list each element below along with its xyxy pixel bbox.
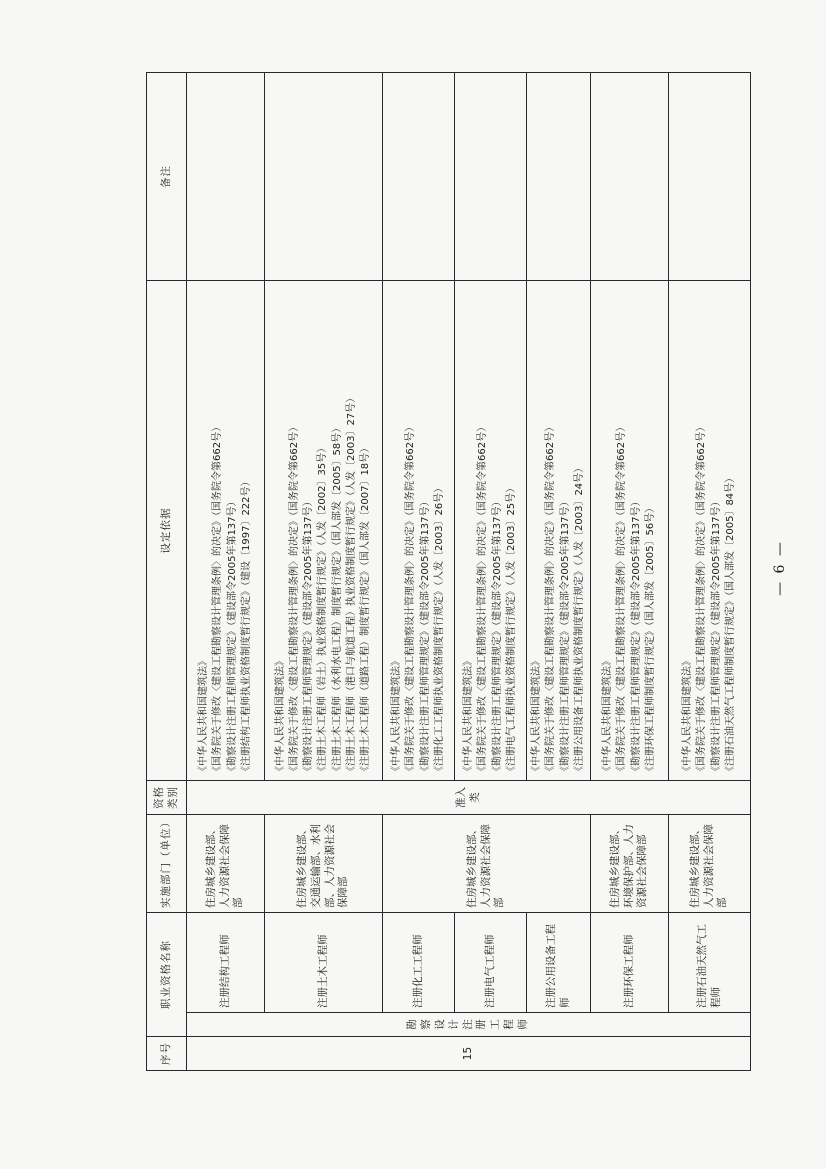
basis-line: 《勘察设计注册工程师管理规定》（建设部令2005年第137号） — [303, 496, 315, 776]
header-note: 备注 — [147, 73, 187, 281]
table-row — [669, 73, 751, 1071]
table-row — [265, 73, 383, 1071]
rotated-table-canvas — [146, 73, 736, 1071]
basis-line: 《勘察设计注册工程师管理规定》（建设部令2005年第137号） — [226, 496, 238, 776]
note-cell — [187, 73, 265, 281]
table-row — [527, 73, 591, 1071]
header-type: 资格类别 — [147, 781, 187, 815]
basis-line: 《注册土木工程师（岩土）执业资格制度暂行规定》（人发〔2002〕35号） — [317, 442, 329, 776]
basis-line: 《国务院关于修改〈建设工程勘察设计管理条例〉的决定》（国务院令第662号） — [289, 421, 301, 776]
basis-line: 《注册电气工程师执业资格制度暂行规定》（人发〔2003〕25号） — [505, 482, 517, 776]
basis-line: 《中华人民共和国建筑法》 — [682, 656, 694, 776]
basis-line: 《国务院关于修改〈建设工程勘察设计管理条例〉的决定》（国务院令第662号） — [212, 421, 224, 776]
basis-line: 《国务院关于修改〈建设工程勘察设计管理条例〉的决定》（国务院令第662号） — [696, 421, 708, 776]
basis-line: 《注册土木工程师（道路工程）制度暂行规定》（国人部发〔2007〕18号） — [359, 442, 371, 776]
basis-line: 《中华人民共和国建筑法》 — [391, 656, 403, 776]
basis-line: 《勘察设计注册工程师管理规定》（建设部令2005年第137号） — [630, 496, 642, 776]
table-header-row — [147, 73, 187, 1071]
dept-cell: 住房城乡建设部、环境保护部、人力资源社会保障部 — [591, 815, 669, 913]
basis-line: 《注册公用设备工程师执业资格制度暂行规定》（人发〔2003〕24号） — [573, 462, 585, 776]
basis-line: 《注册环保工程师制度暂行规定》（国人部发〔2005〕56号） — [644, 502, 656, 776]
basis-line: 《中华人民共和国建筑法》 — [274, 656, 286, 776]
basis-line: 《勘察设计注册工程师管理规定》（建设部令2005年第137号） — [559, 496, 571, 776]
basis-line: 《国务院关于修改〈建设工程勘察设计管理条例〉的决定》（国务院令第662号） — [477, 421, 489, 776]
dept-cell: 住房城乡建设部、人力资源社会保障部 — [383, 815, 591, 913]
qualification-name: 注册石油天然气工程师 — [669, 913, 751, 1013]
basis-line: 《注册土木工程师（港口与航道工程）执业资格制度暂行规定》（人发〔2003〕27号） — [345, 392, 357, 776]
basis-line: 《中华人民共和国建筑法》 — [198, 656, 210, 776]
row-seq: 15 — [187, 1037, 751, 1071]
dept-cell: 住房城乡建设部、人力资源社会保障部 — [669, 815, 751, 913]
basis-line: 《注册结构工程师执业资格制度暂行规定》（建设〔1997〕222号） — [240, 476, 252, 776]
basis-line: 《国务院关于修改〈建设工程勘察设计管理条例〉的决定》（国务院令第662号） — [616, 421, 628, 776]
basis-line: 《国务院关于修改〈建设工程勘察设计管理条例〉的决定》（国务院令第662号） — [405, 421, 417, 776]
note-cell — [527, 73, 591, 281]
basis-line: 《中华人民共和国建筑法》 — [463, 656, 475, 776]
header-name: 职业资格名称 — [147, 913, 187, 1037]
basis-line: 《中华人民共和国建筑法》 — [602, 656, 614, 776]
header-dept: 实施部门（单位） — [147, 815, 187, 913]
note-cell — [591, 73, 669, 281]
table-row — [591, 73, 669, 1071]
qualification-name: 注册环保工程师 — [591, 913, 669, 1013]
basis-cell — [527, 281, 591, 781]
dept-cell: 住房城乡建设部、交通运输部、水利部、人力资源社会保障部 — [265, 815, 383, 913]
header-seq: 序号 — [147, 1037, 187, 1071]
basis-cell — [455, 281, 527, 781]
note-cell — [669, 73, 751, 281]
basis-line: 《国务院关于修改〈建设工程勘察设计管理条例〉的决定》（国务院令第662号） — [545, 421, 557, 776]
header-basis: 设定依据 — [147, 281, 187, 781]
qualification-name: 注册结构工程师 — [187, 913, 265, 1013]
page-number: — 6 — — [771, 540, 788, 596]
note-cell — [383, 73, 455, 281]
basis-cell — [669, 281, 751, 781]
basis-cell — [187, 281, 265, 781]
qualification-name: 注册化工工程师 — [383, 913, 455, 1013]
note-cell — [455, 73, 527, 281]
basis-line: 《注册石油天然气工程师制度暂行规定》（国人部发〔2005〕84号） — [724, 472, 736, 776]
basis-line: 《中华人民共和国建筑法》 — [531, 656, 543, 776]
qualification-name: 注册公用设备工程师 — [527, 913, 591, 1013]
qualification-name: 注册土木工程师 — [265, 913, 383, 1013]
basis-cell — [265, 281, 383, 781]
basis-line: 《勘察设计注册工程师管理规定》（建设部令2005年第137号） — [710, 496, 722, 776]
qualification-name: 注册电气工程师 — [455, 913, 527, 1013]
basis-cell — [591, 281, 669, 781]
basis-line: 《勘察设计注册工程师管理规定》（建设部令2005年第137号） — [419, 496, 431, 776]
table-row — [455, 73, 527, 1071]
group-label: 勘察设计注册工程师 — [187, 1013, 751, 1037]
table-row — [383, 73, 455, 1071]
qualification-type: 准入类 — [187, 781, 751, 815]
qualification-table — [146, 72, 751, 1071]
note-cell — [265, 73, 383, 281]
basis-line: 《注册土木工程师（水利水电工程）制度暂行规定》（国人部发〔2005〕58号） — [331, 422, 343, 776]
basis-line: 《注册化工工程师执业资格制度暂行规定》（人发〔2003〕26号） — [433, 482, 445, 776]
basis-cell — [383, 281, 455, 781]
basis-line: 《勘察设计注册工程师管理规定》（建设部令2005年第137号） — [491, 496, 503, 776]
table-row — [187, 73, 265, 1071]
dept-cell: 住房城乡建设部、人力资源社会保障部 — [187, 815, 265, 913]
